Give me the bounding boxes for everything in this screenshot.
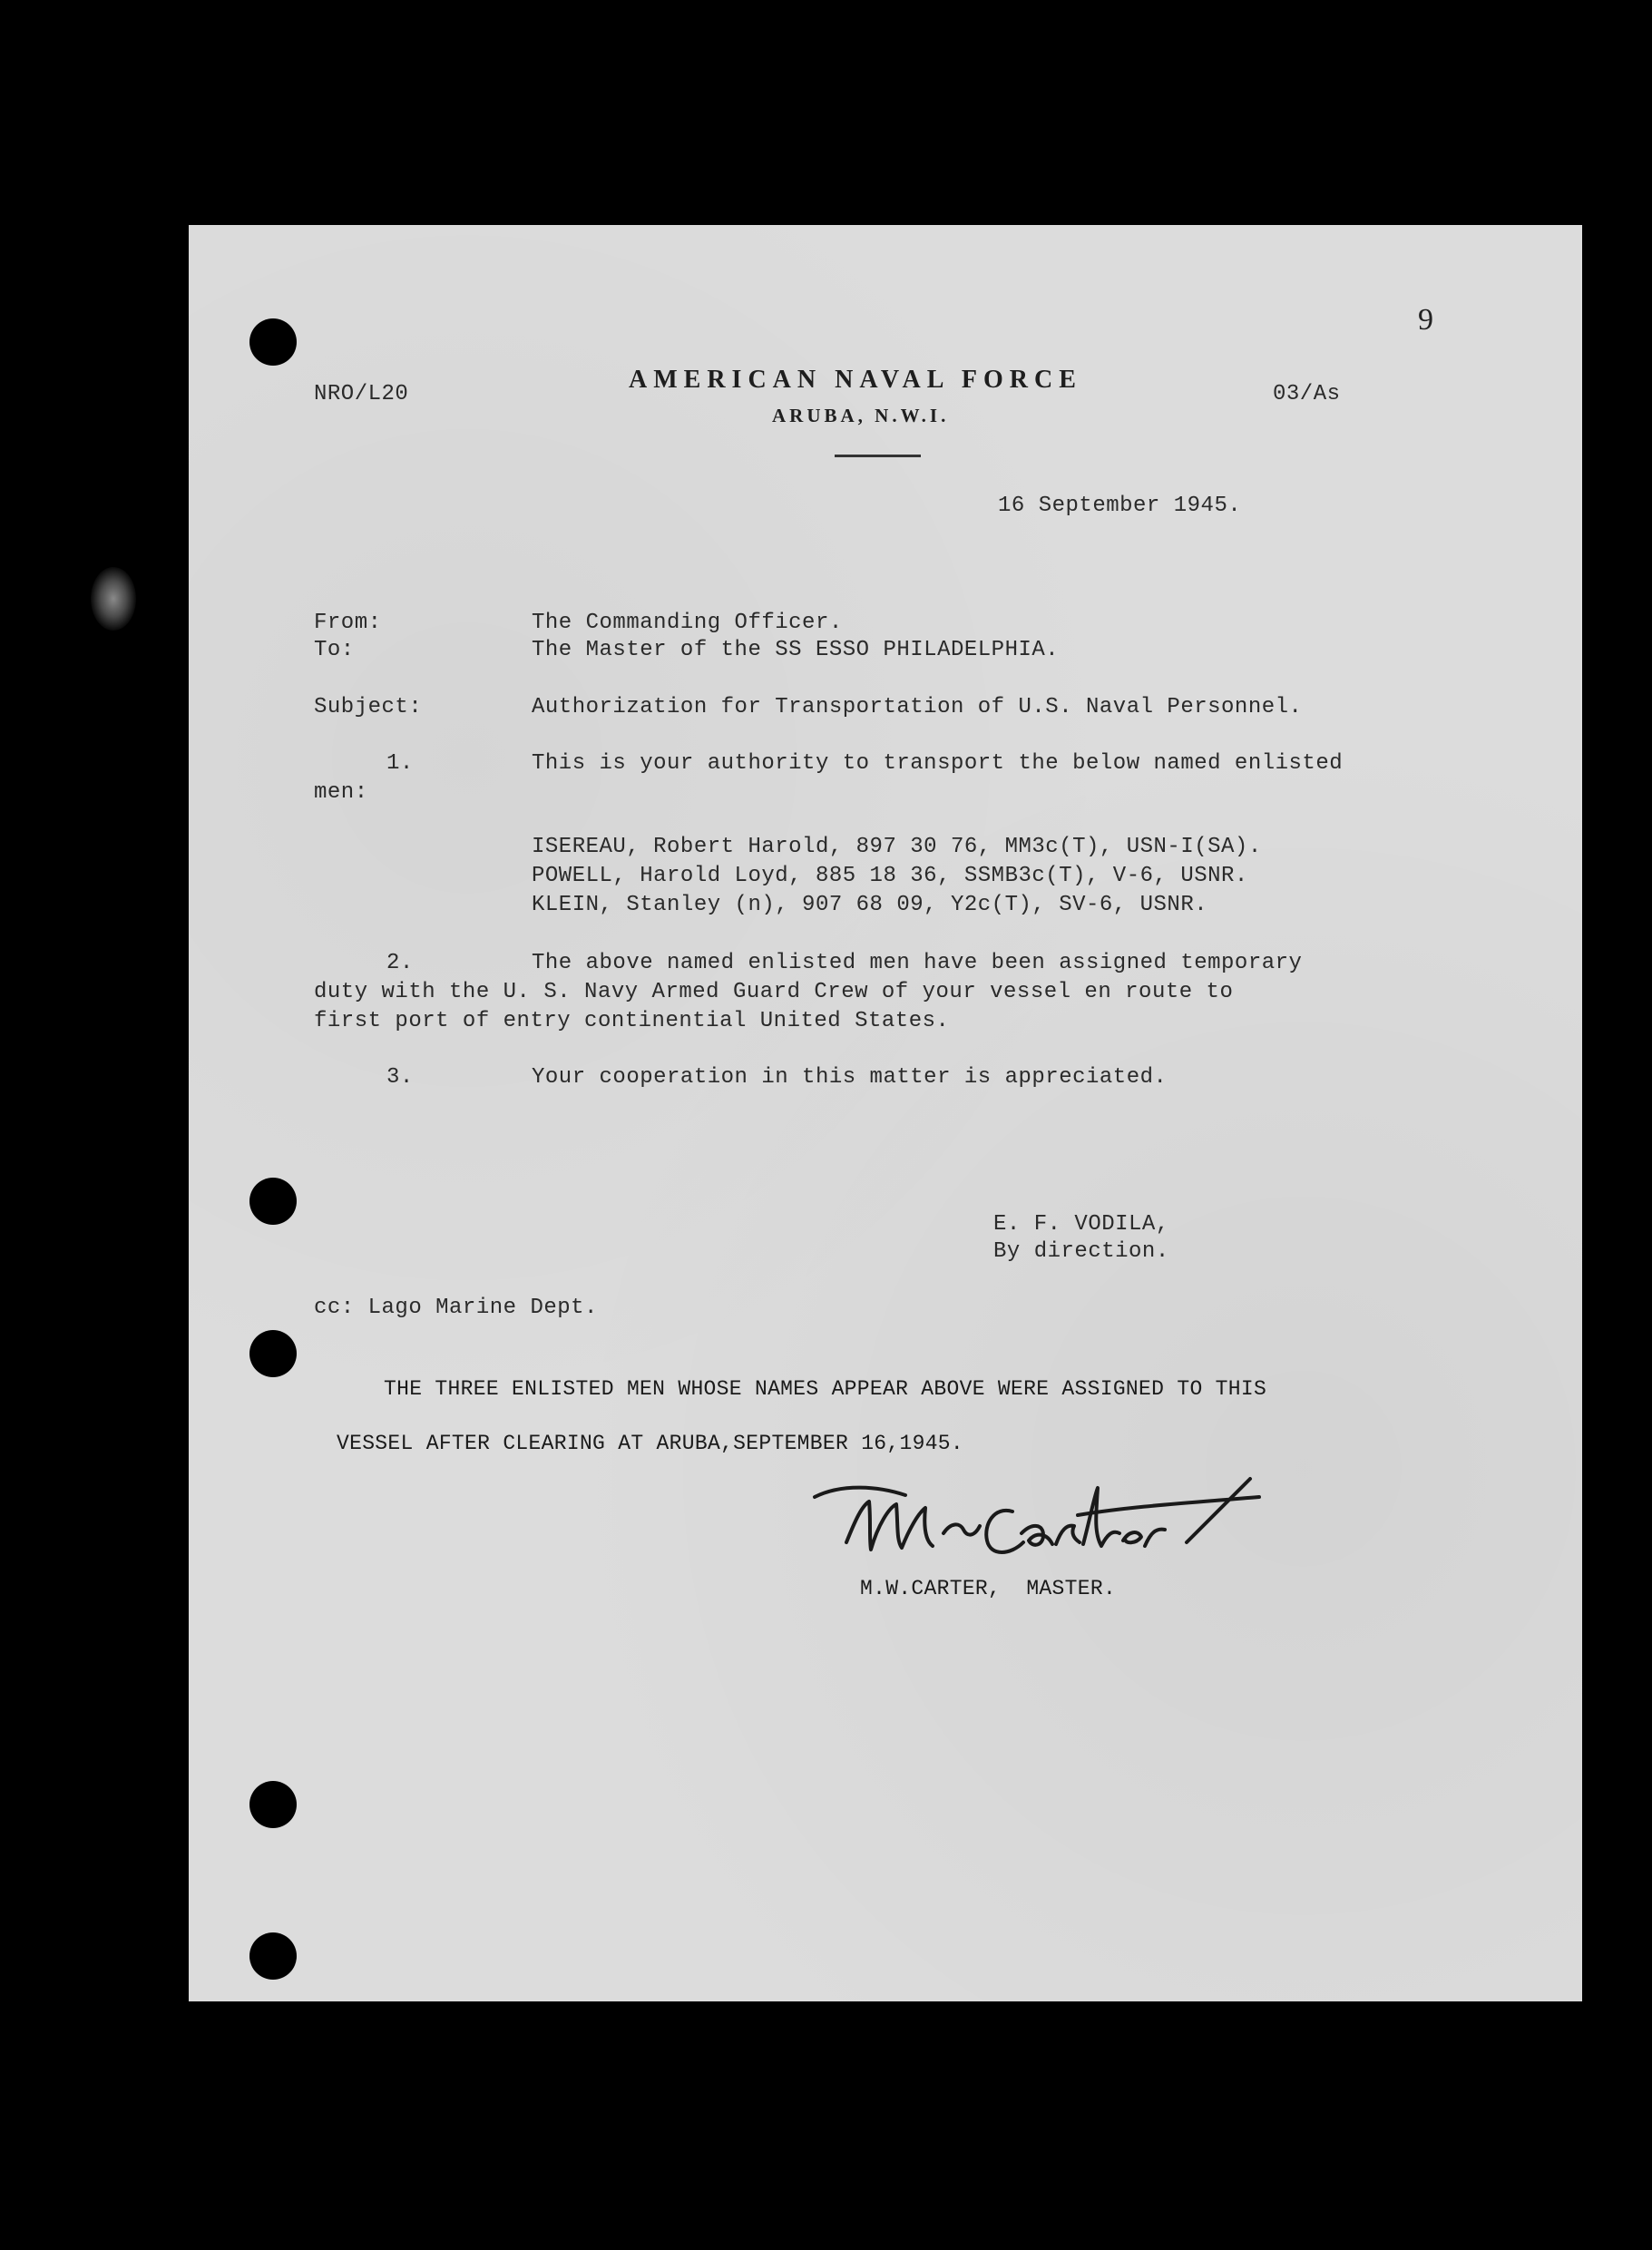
- to-value: The Master of the SS ESSO PHILADELPHIA.: [532, 638, 1060, 662]
- paragraph-3-line-1: Your cooperation in this matter is appreciated.: [532, 1065, 1168, 1090]
- subject-label: Subject:: [314, 695, 423, 719]
- carbon-copy-line: cc: Lago Marine Dept.: [314, 1296, 598, 1320]
- paragraph-3-number: 3.: [386, 1065, 414, 1090]
- subject-value: Authorization for Transportation of U.S. Naval Personnel.: [532, 695, 1303, 719]
- document-page: [189, 225, 1582, 2001]
- scan-artifact: [91, 567, 136, 631]
- paragraph-2-line-2: duty with the U. S. Navy Armed Guard Crew of your vessel en route to: [314, 980, 1234, 1004]
- letter-date: 16 September 1945.: [998, 494, 1242, 518]
- paragraph-1-number: 1.: [386, 751, 414, 776]
- enlisted-name-3: KLEIN, Stanley (n), 907 68 09, Y2c(T), SV-6, USNR.: [532, 893, 1208, 917]
- to-label: To:: [314, 638, 355, 662]
- endorsement-line-1: THE THREE ENLISTED MEN WHOSE NAMES APPEAR ABOVE WERE ASSIGNED TO THIS: [384, 1377, 1267, 1401]
- punch-hole: [249, 1932, 297, 1980]
- punch-hole: [249, 318, 297, 366]
- from-label: From:: [314, 611, 382, 635]
- enlisted-name-2: POWELL, Harold Loyd, 885 18 36, SSMB3c(T), V-6, USNR.: [532, 864, 1248, 888]
- enlisted-name-1: ISEREAU, Robert Harold, 897 30 76, MM3c(T), USN-I(SA).: [532, 835, 1262, 859]
- paragraph-2-line-1: The above named enlisted men have been assigned temporary: [532, 951, 1303, 975]
- paragraph-1-line-2: men:: [314, 780, 368, 805]
- organization-name: AMERICAN NAVAL FORCE: [629, 366, 1082, 394]
- punch-hole: [249, 1178, 297, 1225]
- page-number: 9: [1418, 303, 1434, 337]
- organization-location: ARUBA, N.W.I.: [772, 405, 950, 426]
- reference-left: NRO/L20: [314, 382, 409, 406]
- paragraph-2-line-3: first port of entry continential United States.: [314, 1009, 950, 1033]
- from-value: The Commanding Officer.: [532, 611, 843, 635]
- handwritten-signature: [806, 1470, 1277, 1574]
- header-rule: [835, 455, 921, 457]
- punch-hole: [249, 1781, 297, 1828]
- signatory-name: E. F. VODILA,: [993, 1212, 1169, 1237]
- paragraph-2-number: 2.: [386, 951, 414, 975]
- master-signature-name: M.W.CARTER, MASTER.: [860, 1577, 1117, 1600]
- punch-hole: [249, 1330, 297, 1377]
- endorsement-line-2: VESSEL AFTER CLEARING AT ARUBA,SEPTEMBER 16,1945.: [337, 1432, 964, 1455]
- paragraph-1-line-1: This is your authority to transport the below named enlisted: [532, 751, 1344, 776]
- reference-right: 03/As: [1273, 382, 1341, 406]
- signatory-title: By direction.: [993, 1239, 1169, 1264]
